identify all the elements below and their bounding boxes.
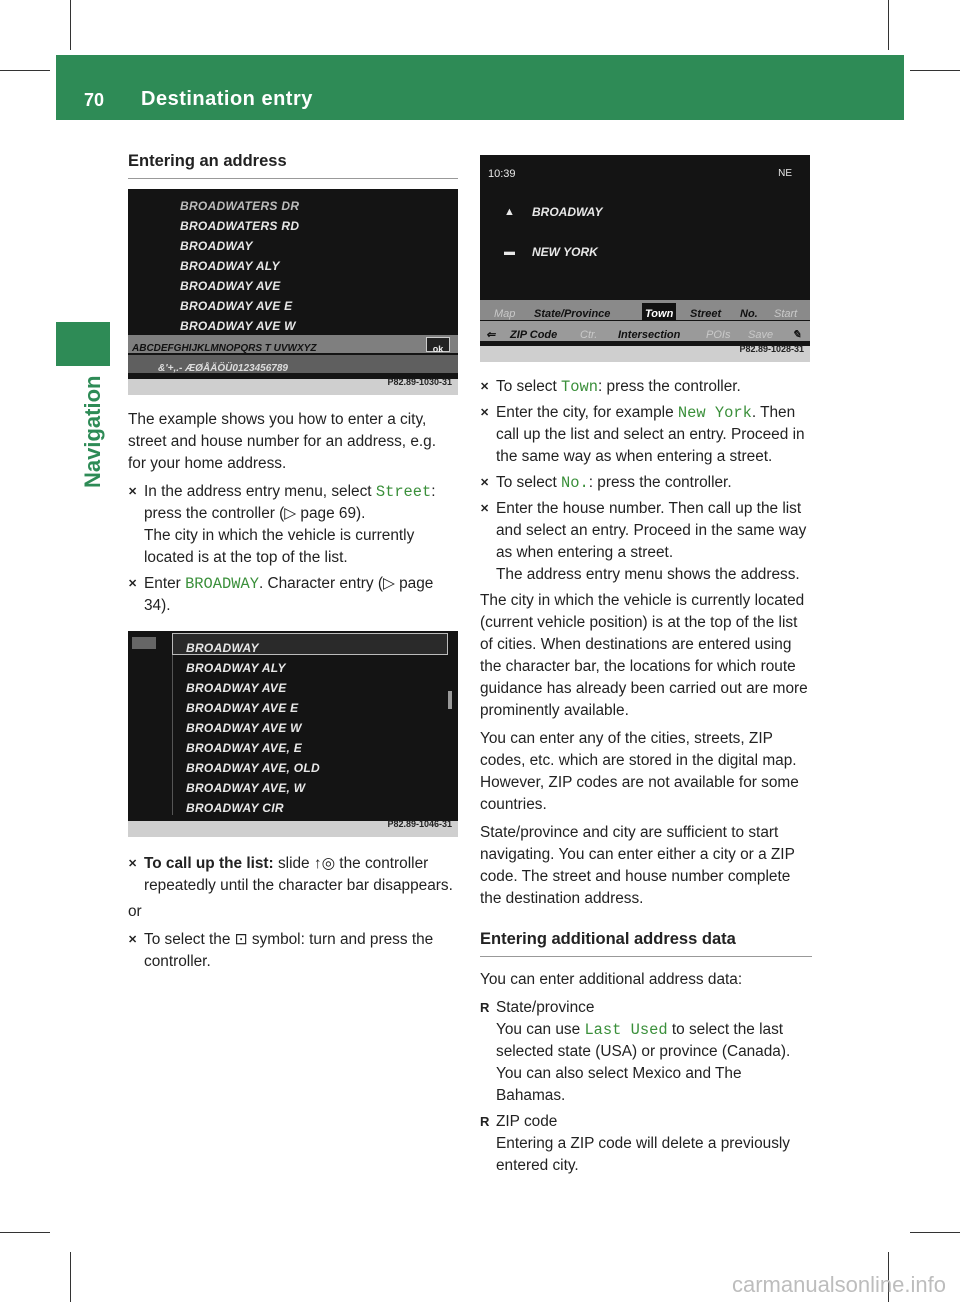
clock: 10:39 xyxy=(488,168,516,180)
paragraph: You can enter any of the cities, streets, ZIP codes, etc. which are stored in the digital map. However, ZIP codes are not available for some countries. xyxy=(480,730,799,813)
entry-new-york: New York xyxy=(677,404,752,422)
menu-intersection[interactable]: Intersection xyxy=(618,329,681,341)
charbar-row1: ABCDEFGHIJKLMNOPQRS T UVWXYZ xyxy=(132,343,317,354)
step: ✕ To select the ⊡ symbol: turn and press the controller. xyxy=(128,929,458,973)
menu-no[interactable]: No. xyxy=(740,308,758,320)
page-title: Destination entry xyxy=(141,88,313,110)
menu-item-no: No. xyxy=(561,474,589,492)
menu-save[interactable]: Save xyxy=(748,329,774,341)
menu-item-street: Street xyxy=(375,483,432,501)
step: ✕ Enter the house number. Then call up the list and select an entry. Proceed in the same way as when entering a street. The address entry menu shows the address. xyxy=(480,498,812,586)
list-item[interactable]: BROADWAY xyxy=(186,641,259,655)
back-icon xyxy=(132,637,156,649)
compass-indicator: NE xyxy=(778,168,792,179)
crop-mark xyxy=(0,70,50,71)
or-text: or xyxy=(128,903,142,920)
paragraph: State/province and city are sufficient to start navigating. You can enter either a city or a ZIP code. The street and house number complete the destination address. xyxy=(480,824,795,907)
list-item[interactable]: BROADWAY AVE W xyxy=(186,721,302,735)
crop-mark xyxy=(70,0,71,50)
image-caption-bar xyxy=(128,821,458,837)
crop-mark xyxy=(910,70,960,71)
menu-ctr[interactable]: Ctr. xyxy=(580,329,598,341)
step: ✕ To select Town: press the controller. xyxy=(480,376,812,398)
list-item[interactable]: BROADWATERS RD xyxy=(180,219,300,233)
step: ✕ To call up the list: slide ↑◎ the controller repeatedly until the character bar disappears. xyxy=(128,853,458,897)
entry-broadway: BROADWAY xyxy=(185,575,259,593)
image-caption-bar xyxy=(480,346,810,362)
menu-state-province[interactable]: State/Province xyxy=(534,308,611,320)
scrollbar xyxy=(448,691,452,709)
watermark: carmanualsonline.info xyxy=(731,1272,946,1297)
menu-map[interactable]: Map xyxy=(494,308,516,320)
menu-bar-top xyxy=(480,300,810,320)
step-note: The address entry menu shows the address. xyxy=(496,566,800,583)
crop-mark xyxy=(0,1232,50,1233)
menu-start[interactable]: Start xyxy=(774,308,798,320)
list-item[interactable]: BROADWAY ALY xyxy=(180,259,280,273)
charbar-row2: &'+,.- ÆØÅÄÖÜ0123456789 xyxy=(158,363,288,374)
crop-mark xyxy=(910,1232,960,1233)
section-heading: Entering additional address data xyxy=(480,928,812,957)
right-column xyxy=(480,155,812,1181)
image-caption: P82.89-1030-31 xyxy=(387,377,452,387)
page-number: 70 xyxy=(84,90,105,110)
crop-mark xyxy=(888,0,889,50)
screenshot-street-list xyxy=(128,189,458,395)
image-caption: P82.89-1046-31 xyxy=(387,819,452,829)
crop-mark xyxy=(70,1252,71,1302)
menu-zip-code[interactable]: ZIP Code xyxy=(510,329,558,341)
ok-symbol: ok xyxy=(426,337,450,352)
step-note: The city in which the vehicle is currently located is at the top of the list. xyxy=(144,527,415,566)
street-icon: ▲ xyxy=(504,206,515,218)
left-column xyxy=(128,150,458,977)
list-item[interactable]: BROADWAY AVE, OLD xyxy=(186,761,320,775)
paragraph: The city in which the vehicle is currently located (current vehicle position) is at the top of the list of cities. When destinations are entered using the character bar, the locations for which route guidance has already been carried out are more prominently available. xyxy=(480,592,808,719)
screenshot-broadway-list xyxy=(128,631,458,837)
list-item[interactable]: BROADWATERS DR xyxy=(180,199,300,213)
section-heading: Entering an address xyxy=(128,150,458,179)
list-item[interactable]: BROADWAY AVE xyxy=(186,681,287,695)
list-item[interactable]: BROADWAY AVE W xyxy=(180,319,296,333)
intro-text: The example shows you how to enter a city, street and house number for an address, e.g. for your home address. xyxy=(128,411,437,472)
street-value: BROADWAY xyxy=(532,205,603,219)
menu-town[interactable]: Town xyxy=(642,303,676,325)
list-item[interactable]: BROADWAY ALY xyxy=(186,661,286,675)
step: ✕ In the address entry menu, select Street: press the controller (▷ page 69). The city in which the vehicle is currently located is at the top of the list. xyxy=(128,481,458,569)
screenshot-address-menu xyxy=(480,155,810,362)
menu-street[interactable]: Street xyxy=(690,308,722,320)
menu-pois[interactable]: POIs xyxy=(706,329,731,341)
menu-item-town: Town xyxy=(561,378,598,396)
list-item[interactable]: BROADWAY xyxy=(180,239,253,253)
tool-icon[interactable]: ✎ xyxy=(792,329,802,341)
character-bar xyxy=(128,335,458,353)
list-item[interactable]: BROADWAY AVE xyxy=(180,279,281,293)
image-caption: P82.89-1028-31 xyxy=(739,344,804,354)
list-divider xyxy=(172,655,173,815)
back-icon[interactable]: ⇐ xyxy=(486,329,496,341)
list-item[interactable]: BROADWAY CIR xyxy=(186,801,284,815)
bullet-item: R ZIP code Entering a ZIP code will delete a previously entered city. xyxy=(480,1111,812,1177)
menu-item-last-used: Last Used xyxy=(584,1021,668,1039)
list-item[interactable]: BROADWAY AVE, E xyxy=(186,741,303,755)
city-icon: ▬ xyxy=(504,246,515,258)
section-tab xyxy=(56,322,110,366)
list-item[interactable]: BROADWAY AVE E xyxy=(180,299,293,313)
step: ✕ Enter BROADWAY. Character entry (▷ page 34). xyxy=(128,573,458,617)
step: ✕ To select No.: press the controller. xyxy=(480,472,812,494)
city-value: NEW YORK xyxy=(532,245,598,259)
section-label: Navigation xyxy=(80,375,105,488)
image-caption-bar xyxy=(128,379,458,395)
bullet-item: R State/province You can use Last Used to select the last selected state (USA) or province (Canada). You can also select Mexico and The Bahamas. xyxy=(480,997,812,1107)
step: ✕ Enter the city, for example New York. Then call up the list and select an entry. Proceed in the same way as when entering a street. xyxy=(480,402,812,468)
paragraph: You can enter additional address data: xyxy=(480,971,743,988)
list-item[interactable]: BROADWAY AVE E xyxy=(186,701,299,715)
list-item[interactable]: BROADWAY AVE, W xyxy=(186,781,306,795)
